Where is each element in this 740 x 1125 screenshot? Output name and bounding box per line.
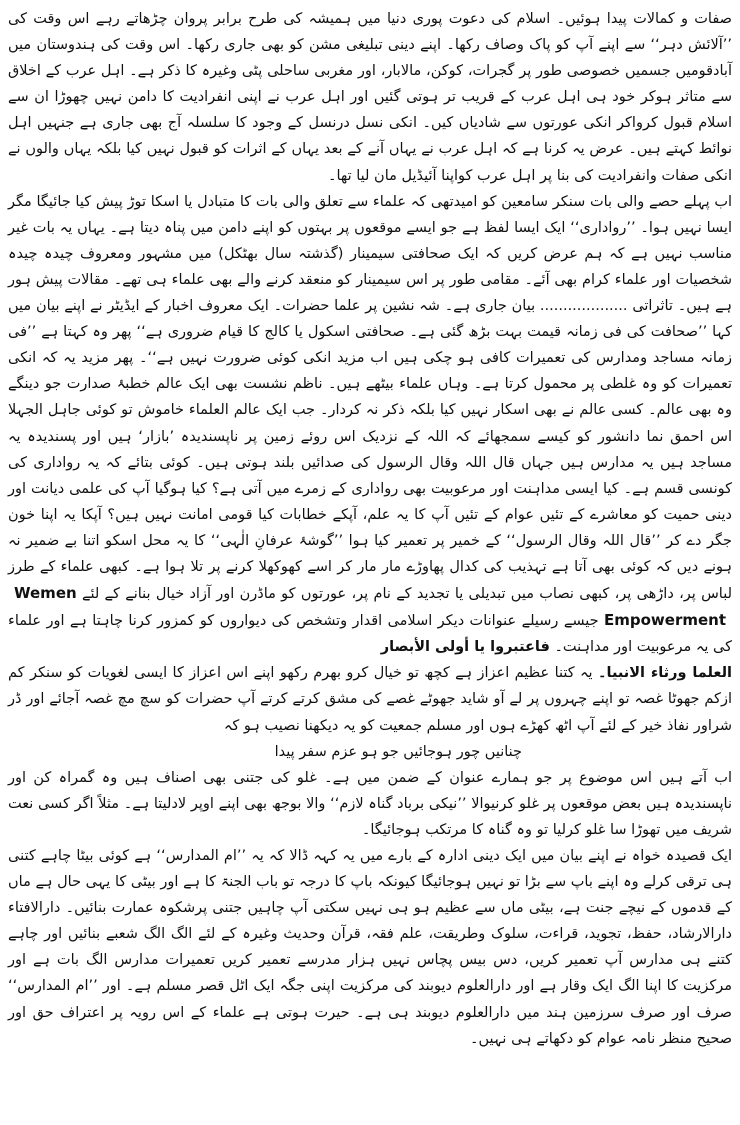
arabic-quote: فاعتبروا یا أولی الأبصار [380,639,550,656]
paragraph-umm-ul-madaris [8,843,732,1052]
paragraph-text: اب پہلے حصے والی بات سنکر سامعین کو امیدتھی کہ علماء سے تعلق والی بات کا متبادل یا اسکا توڑ پیش کیا جائیگا مگر ایسا نہیں ہوا۔ ’’رواداری‘‘ ایک ایسا لفظ ہے جو ایسے موقعوں پر بہتوں کو اپنے دامن میں پناہ دیتا ہے۔ یہاں یہ بات غیر مناسب نہیں ہے کہ ہم عرض کریں کہ ایک صحافتی سیمینار (گذشتہ سال بھٹکل) میں مشہور ومعروف چیدہ چیدہ شخصیات اور علماء کرام بھی آئے۔ مقامی طور پر اس سیمینار کو منعقد کرنے والے بھی علماء ہی تھے۔ مقالات پیش ہور ہے ہیں۔ تاثراتی ................... بیان جاری ہے۔ شہ نشین پر علما حضرات۔ ایک معروف اخبار کے ایڈیٹر نے اپنے بیان میں کہا ’’صحافت کی فی زمانہ قیمت بہت بڑھ گئی ہے۔ صحافتی اسکول یا کالج کا قیام ضروری ہے‘‘ پھر وہ کہتا ہے ’’فی زمانہ مساجد ومدارس کی تعمیرات کافی ہو چکی ہیں اب مزید انکی کوئی ضرورت نہیں ہے‘‘۔ پھر مزید یہ کہ انکی تعمیرات کو وہ غلطی پر محمول کرتا ہے۔ وہاں علماء بیٹھے ہیں۔ ناظم نشست بھی ایک عالم خطبۂ صدارت جو دینگے وہ بھی عالم۔ کسی عالم نے بھی اسکار نہیں کیا بلکہ ذکر نہ کردار۔ جب ایک عالم العلماء خاموش تو کوئی جاہل الجہلا اس احمق نما دانشور کو کیسے سمجھائے کہ اللہ کے نزدیک اس روئے زمین پر ناپسندیدہ ’بازار‘ ہیں اور پسندیدہ یہ مساجد ہیں یہ مدارس ہیں جہاں قال اللہ وقال الرسول کی صدائیں بلند ہوتی ہیں۔ کوئی بتائے کہ یہ رواداری کی کونسی قسم ہے۔ کیا ایسی مداہنت اور مرعوبیت بھی رواداری کے زمرے میں آتی ہے؟ کیا ہوگیا آپ کی علمی دیانت اور دینی حمیت کو معاشرے کے تئیں عوام کے تئیں آپ کا یہ علم، آپکے خطابات کیا قومی امانت نہیں ہیں؟ آپکا یہ اپنا خون جگر دے کر ’’قال اللہ وقال الرسول‘‘ کے خمیر پر تعمیر کیا ہوا ’’گوشۂ عرفانِ الٰہی‘‘ کا یہ محل اسکو اتنا بے ضمیر نہ ہونے دیں کہ کوئی بھی آتا ہے تہذیب کی کدال پھاوڑے مار مار کر اسے کھوکھلا کرنے پر تلا ہوا ہے۔ کبھی علماء کے طرز لباس پر، داڑھی پر، کبھی نصاب میں تبدیلی یا تجدید کے نام پر، عورتوں کو ماڈرن اور آزاد خیال بنانے کے لئے [8,193,732,603]
paragraph-text: ایک قصیدہ خواہ نے اپنے بیان میں ایک دینی ادارہ کے بارے میں یہ کہہ ڈالا کہ یہ ’’ام المدارس‘‘ ہے کوئی بیٹا چاہے کتنی ہی ترقی کرلے وہ اپنے باپ سے بڑا تو نہیں ہوجائیگا کیونکہ باپ کا درجہ تو باب الجنۃ کا ہے اور بیٹی کا یہی حال ہے ماں کے قدموں کے نیچے جنت ہے، بیٹی ماں سے عظیم ہو ہی نہیں سکتی آپ چاہیں جتنی پرشکوہ عمارت بنائیں۔ دارالافتاء دارالارشاد، حفظ، تجوید، قراءت، سلوک وطریقت، علم فقہ، قرآن وحدیث وغیرہ کے لئے الگ الگ شعبے بنائیں اور چاہے کتنے ہی مدارس آپ تعمیر کریں، دس بیس پچاس نہیں ہزار مدرسے تعمیر کریں تعمیرات مدارس الگ بات ہے اور مرکزیت کا اپنا الگ ایک وقار ہے اور دارالعلوم دیوبند کی مرکزیت اپنی جگہ ایک اٹل قصر مسلم ہے۔ اور ’’ام المدارس‘‘ صرف اور صرف سرزمین ہند میں دارالعلوم دیوبند ہی ہے۔ حیرت ہوتی ہے علماء کے اس رویہ پر اعتراف حق اور صحیح منظر نامہ عوام کو دکھاتے ہی نہیں۔ [8,848,732,1047]
poetry-verse [8,739,732,765]
paragraph-text: صفات و کمالات پیدا ہوئیں۔ اسلام کی دعوت پوری دنیا میں ہمیشہ کی طرح برابر پروان چڑھاتے رہے اس وقت کی ’’آلائش دہر‘‘ سے اپنے آپ کو پاک وصاف رکھا۔ اپنے دینی تبلیغی مشن کو بھی جاری رکھا۔ اس وقت کی ہندوستان میں آبادقومیں جسمیں خصوصی طور پر گجرات، کوکن، مالابار، اور مغربی ساحلی پٹی وغیرہ کا ذکر ہے۔ اہل عرب کے اخلاق سے متاثر ہوکر خود ہی اہل عرب کے قریب تر ہوتی گئیں اور اہل عرب نے اپنی انفرادیت کا دامن نہیں چھوڑا ان سے اسلام قبول کرواکر انکی عورتوں سے شادیاں کیں۔ انکی نسل درنسل کے وجود کا سلسلہ آج بھی جاری ہے جنہیں اہل نوائط کہتے ہیں۔ عرض یہ کرنا ہے کہ اہل عرب نے یہاں آنے کے بعد یہاں کے اثرات کو قبول نہیں کیا بلکہ یہاں والوں نے انکی صفات وانفرادیت کی بنا پر اہل عرب کواپنا آئیڈیل مان لیا تھا۔ [8,11,732,184]
paragraph-text-continued: جیسے رسیلے عنوانات دیکر اسلامی اقدار وتشخص کی دیواروں کو کمزور کرنا چاہتا ہے اور علماء کی یہ مرعوبیت اور مداہنت۔ [8,613,732,656]
section-heading: العلما ورثاء الانبیا۔ [598,665,733,682]
paragraph-text: اب آتے ہیں اس موضوع پر جو ہمارے عنوان کے ضمن میں ہے۔ غلو کی جتنی بھی اصناف ہیں وہ گمراہ کن اور ناپسندیدہ ہیں بعض موقعوں پر غلو کرنیوالا ’’نیکی برباد گناہ لازم‘‘ والا بوجھ بھی اپنے اوپر لادلیتا ہے۔ مثلاً اگر کسی نعت شریف میں تھوڑا سا غلو کرلیا تو وہ گناہ کا مرتکب ہوجائیگا۔ [8,769,732,838]
english-term: Wemen Empowerment [14,584,726,630]
paragraph-seminar [8,189,732,661]
verse-line-1: چنانیں چور ہوجائیں جو ہو عزم سفر پیدا [274,743,522,760]
paragraph-text: یہ کتنا عظیم اعزاز ہے کچھ تو خیال کرو بھرم رکھو اپنے اس اعزاز کا ایسی لغویات کو سنکر کم ازکم جھوٹا غصہ تو اپنے چہروں پر لے آو شاید جھوٹے غصے کی مشق کرتے کرتے آپ حضرات کو سچ مچ غصہ آجائے اور ڈر شراور نفاذ خیر کے لئے آپ اٹھ کھڑے ہوں اور مسلم جمعیت کو یہ دیکھنا نصیب ہو کہ [8,665,732,734]
paragraph-ulama [8,660,732,738]
paragraph-arab-influence [8,6,732,189]
paragraph-ghuluw [8,765,732,843]
